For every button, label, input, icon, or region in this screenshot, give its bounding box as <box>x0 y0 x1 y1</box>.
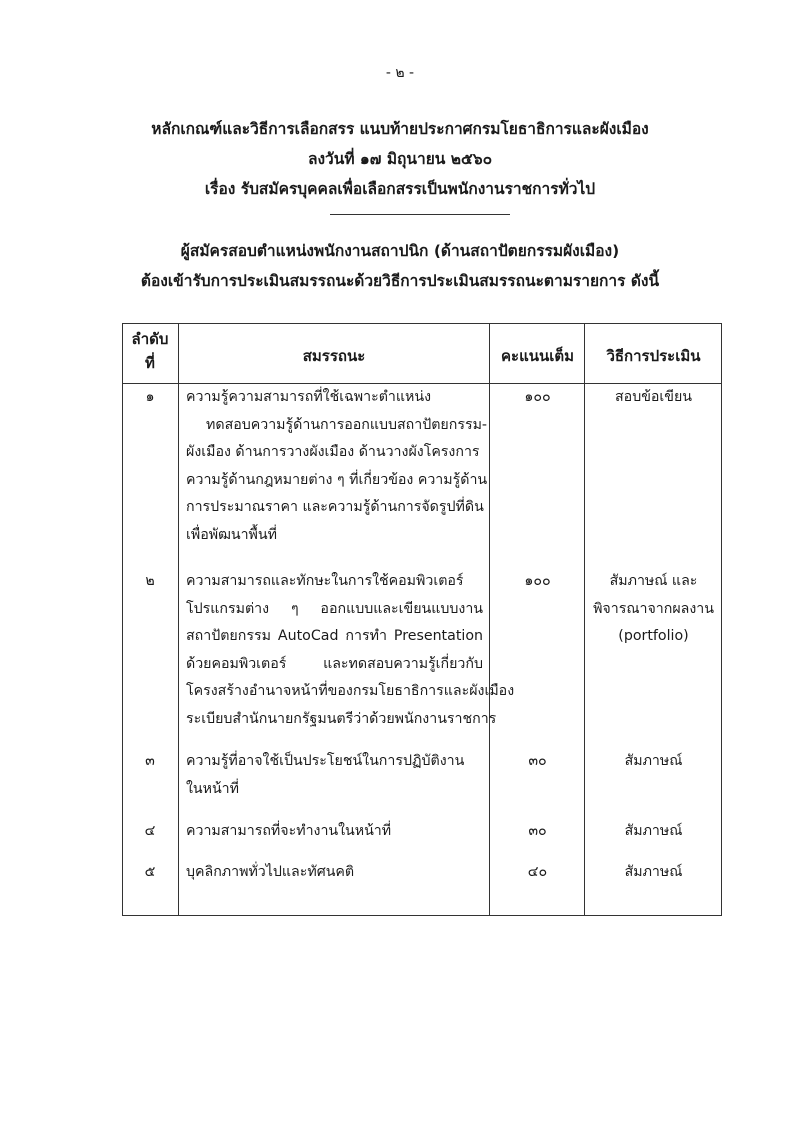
row-score: ๑๐๐ <box>524 573 551 589</box>
page-number: - ๒ - <box>385 65 415 81</box>
competency-line: เพื่อพัฒนาพื้นที่ <box>186 526 277 543</box>
row-competency <box>186 384 486 550</box>
header-competency: สมรรถนะ <box>302 347 366 365</box>
row-competency <box>186 818 486 846</box>
heading-line-3: เรื่อง รับสมัครบุคคลเพื่อเลือกสรรเป็นพนักงานราชการทั่วไป <box>204 180 596 198</box>
competency-line: บุคลิกภาพทั่วไปและทัศนคติ <box>186 864 355 880</box>
competency-line: ความสามารถและทักษะในการใช้คอมพิวเตอร์ <box>186 573 464 589</box>
row-score: ๓๐ <box>528 753 547 769</box>
method-line: สัมภาษณ์ <box>624 823 683 839</box>
competency-line: โครงสร้างอำนาจหน้าที่ของกรมโยธาธิการและผังเมือง <box>186 683 515 700</box>
divider-rule <box>330 214 510 215</box>
method-line: พิจารณาจากผลงาน <box>593 600 714 617</box>
row-competency <box>186 568 515 734</box>
row-number: ๔ <box>144 823 156 839</box>
competency-line: ในหน้าที่ <box>186 780 239 797</box>
row-method <box>585 748 722 776</box>
header-score: คะแนนเต็ม <box>500 347 575 365</box>
row-competency <box>186 748 486 803</box>
row-score: ๔๐ <box>527 864 548 880</box>
subheading-line-2: ต้องเข้ารับการประเมินสมรรถนะด้วยวิธีการประเมินสมรรถนะตามรายการ ดังนี้ <box>140 272 660 290</box>
competency-line: ความรู้ด้านกฎหมายต่าง ๆ ที่เกี่ยวข้อง ความรู้ด้าน <box>186 471 488 488</box>
competency-line: ความสามารถที่จะทำงานในหน้าที่ <box>186 823 392 839</box>
method-line: สอบข้อเขียน <box>615 389 692 405</box>
row-number: ๒ <box>145 573 155 589</box>
competency-line: ด้วยคอมพิวเตอร์ และทดสอบความรู้เกี่ยวกับ <box>186 655 483 672</box>
method-line: สัมภาษณ์ และ <box>609 573 698 589</box>
header-no <box>122 327 178 375</box>
row-competency <box>186 859 486 887</box>
row-method <box>585 818 722 846</box>
row-number: ๕ <box>144 864 156 880</box>
competency-line: ระเบียบสำนักนายกรัฐมนตรีว่าด้วยพนักงานราชการ <box>186 710 497 727</box>
header-no-line-1: ลำดับ <box>131 330 169 348</box>
header-method: วิธีการประเมิน <box>606 347 701 365</box>
competency-line: ผังเมือง ด้านการวางผังเมือง ด้านวางผังโครงการ <box>186 444 480 461</box>
row-method <box>585 568 722 651</box>
header-no-line-2: ที่ <box>145 354 155 372</box>
competency-line: โปรแกรมต่าง ๆ ออกแบบและเขียนแบบงาน <box>186 600 483 617</box>
competency-line: ความรู้ความสามารถที่ใช้เฉพาะตำแหน่ง <box>186 389 431 405</box>
row-score: ๑๐๐ <box>524 389 551 405</box>
subheading-line-1: ผู้สมัครสอบตำแหน่งพนักงานสถาปนิก (ด้านสถาปัตยกรรมผังเมือง) <box>180 242 620 260</box>
heading-line-2: ลงวันที่ ๑๗ มิถุนายน ๒๕๖๐ <box>307 150 493 168</box>
row-number: ๑ <box>145 389 155 405</box>
row-method <box>585 384 722 412</box>
competency-line: การประมาณราคา และความรู้ด้านการจัดรูปที่ดิน <box>186 499 484 516</box>
competency-line: ทดสอบความรู้ด้านการออกแบบสถาปัตยกรรม- <box>206 416 488 433</box>
row-number: ๓ <box>145 753 155 769</box>
heading-line-1: หลักเกณฑ์และวิธีการเลือกสรร แนบท้ายประกาศกรมโยธาธิการและผังเมือง <box>151 120 649 138</box>
row-method <box>585 859 722 887</box>
row-score: ๓๐ <box>528 823 547 839</box>
method-line: สัมภาษณ์ <box>624 753 683 769</box>
method-line: (portfolio) <box>618 628 689 645</box>
competency-line: ความรู้ที่อาจใช้เป็นประโยชน์ในการปฏิบัติงาน <box>186 753 465 769</box>
competency-line: สถาปัตยกรรม AutoCad การทำ Presentation <box>186 628 483 645</box>
method-line: สัมภาษณ์ <box>624 864 683 880</box>
